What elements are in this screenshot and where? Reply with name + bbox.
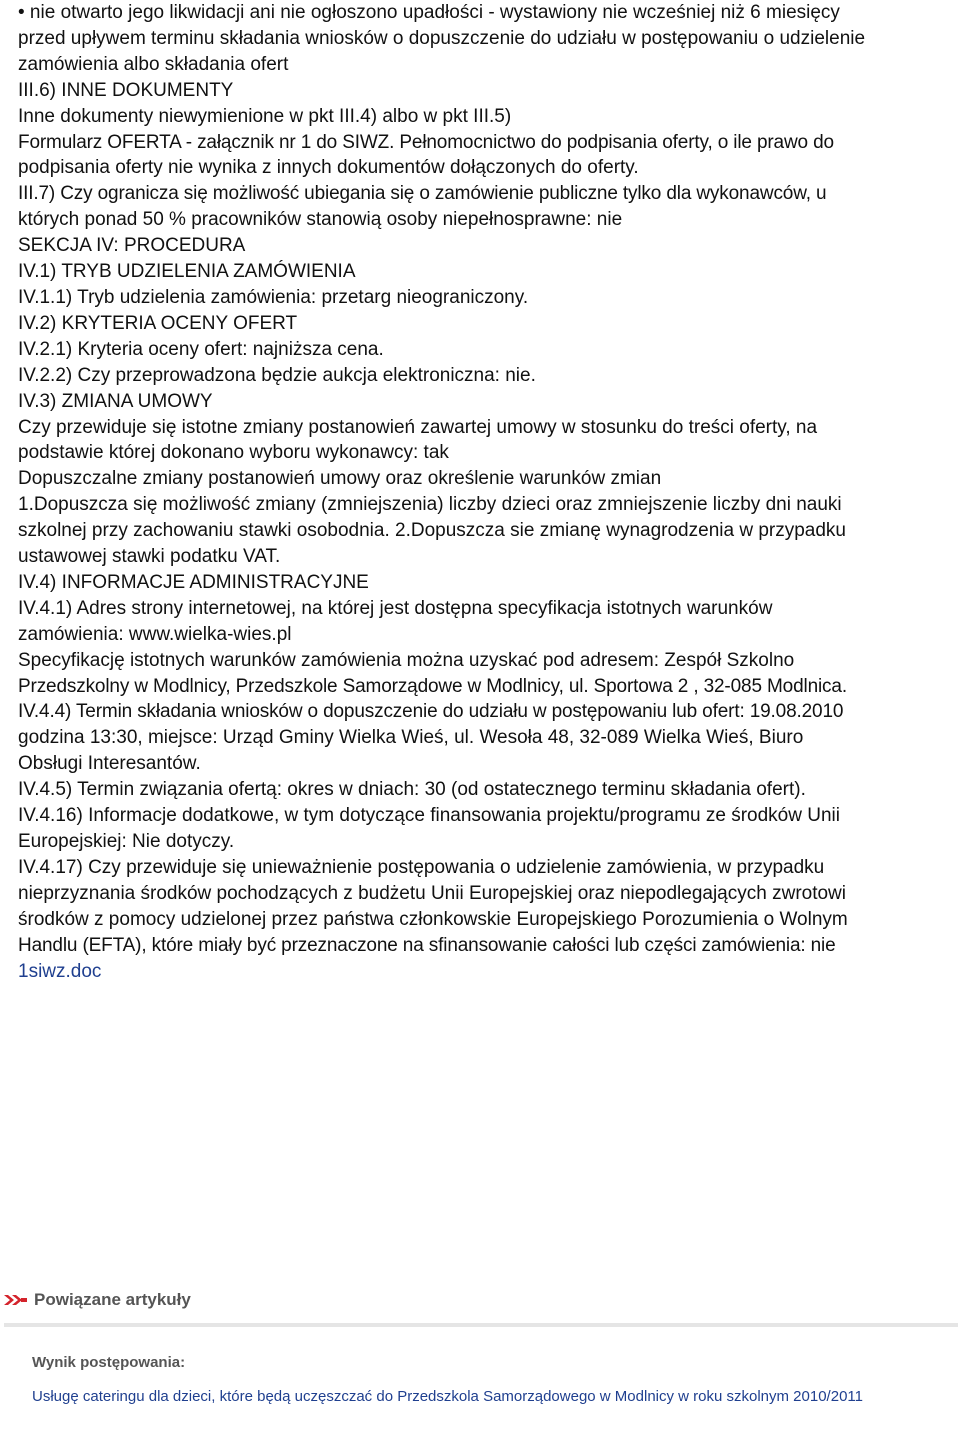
text-line: godzina 13:30, miejsce: Urząd Gminy Wielka Wieś, ul. Wesoła 48, 32-089 Wielka Wieś, Biuro — [18, 727, 804, 749]
text-line: których ponad 50 % pracowników stanowią osoby niepełnosprawne: nie — [18, 209, 623, 231]
text-line: IV.4.5) Termin związania ofertą: okres w dniach: 30 (od ostatecznego terminu składania ofert). — [18, 779, 806, 801]
text-line: podstawie której dokonano wyboru wykonawcy: tak — [18, 442, 449, 464]
text-line: zamówienia albo składania ofert — [18, 53, 289, 75]
section-heading: IV.2) KRYTERIA OCENY OFERT — [18, 312, 298, 334]
text-line: • nie otwarto jego likwidacji ani nie ogłoszono upadłości - wystawiony nie wcześniej niż 6 miesięcy — [18, 2, 840, 23]
section-heading: IV.4) INFORMACJE ADMINISTRACYJNE — [18, 571, 369, 593]
text-line: 1.Dopuszcza się możliwość zmiany (zmniejszenia) liczby dzieci oraz zmniejszenie liczby dni nauki — [18, 494, 842, 516]
text-line: Czy przewiduje się istotne zmiany postanowień zawartej umowy w stosunku do treści oferty, na — [18, 416, 818, 438]
text-line: szkolnej przy zachowaniu stawki osobodnia. 2.Dopuszcza sie zmianę wynagrodzenia w przypadku — [18, 520, 846, 542]
text-line: Europejskiej: Nie dotyczy. — [18, 831, 235, 852]
text-line: IV.1.1) Tryb udzielenia zamówienia: przetarg nieograniczony. — [18, 286, 529, 308]
text-line: przed upływem terminu składania wniosków o dopuszczenie do udziału w postępowaniu o udzielenie — [18, 27, 866, 49]
text-line: Obsługi Interesantów. — [18, 753, 201, 775]
text-line: podpisania oferty nie wynika z innych dokumentów dołączonych do oferty. — [18, 157, 639, 179]
text-line: Inne dokumenty niewymienione w pkt III.4) albo w pkt III.5) — [18, 105, 512, 127]
section-heading: SEKCJA IV: PROCEDURA — [18, 235, 246, 257]
result-link[interactable]: Usługę cateringu dla dzieci, które będą uczęszczać do Przedszkola Samorządowego w Modlnicy w roku szkolnym 2010/2011 — [32, 1388, 863, 1405]
text-line: IV.2.2) Czy przeprowadzona będzie aukcja elektroniczna: nie. — [18, 364, 536, 386]
text-line: IV.4.17) Czy przewiduje się unieważnienie postępowania o udzielenie zamówienia, w przypadku — [18, 856, 825, 878]
text-line: zamówienia: www.wielka-wies.pl — [18, 623, 292, 645]
related-articles-header — [0, 1286, 960, 1314]
text-line: IV.4.4) Termin składania wniosków o dopuszczenie do udziału w postępowaniu lub ofert: 19.08.2010 — [18, 701, 844, 723]
text-line: IV.2.1) Kryteria oceny ofert: najniższa cena. — [18, 338, 384, 360]
double-chevron-right-icon — [4, 1293, 28, 1307]
related-articles-title: Powiązane artykuły — [34, 1290, 191, 1309]
result-label: Wynik postępowania: — [32, 1354, 186, 1371]
text-line: Specyfikację istotnych warunków zamówienia można uzyskać pod adresem: Zespół Szkolno — [18, 649, 795, 671]
text-line: środków z pomocy udzielonej przez państwa członkowskie Europejskiego Porozumienia o Wolnym — [18, 908, 848, 930]
text-line: Handlu (EFTA), które miały być przeznaczone na sfinansowanie całości lub części zamówienia: nie — [18, 934, 836, 956]
text-line: ustawowej stawki podatku VAT. — [18, 546, 281, 568]
text-line: nieprzyznania środków pochodzących z budżetu Unii Europejskiej oraz niepodlegających zwrotowi — [18, 882, 847, 904]
attachment-link[interactable]: 1siwz.doc — [18, 960, 102, 982]
section-heading: IV.3) ZMIANA UMOWY — [18, 390, 213, 412]
section-heading: III.6) INNE DOKUMENTY — [18, 79, 234, 101]
text-line: IV.4.1) Adres strony internetowej, na której jest dostępna specyfikacja istotnych warunków — [18, 597, 773, 619]
text-line: Formularz OFERTA - załącznik nr 1 do SIWZ. Pełnomocnictwo do podpisania oferty, o ile prawo do — [18, 131, 834, 153]
related-articles-section — [0, 1286, 960, 1405]
text-line: III.7) Czy ogranicza się możliwość ubiegania się o zamówienie publiczne tylko dla wykonawców, u — [18, 183, 827, 205]
document-body — [18, 0, 958, 984]
text-line: IV.4.16) Informacje dodatkowe, w tym dotyczące finansowania projektu/programu ze środków Unii — [18, 805, 840, 827]
section-divider — [4, 1323, 958, 1327]
section-heading: IV.1) TRYB UDZIELENIA ZAMÓWIENIA — [18, 261, 356, 283]
text-line: Przedszkolny w Modlnicy, Przedszkole Samorządowe w Modlnicy, ul. Sportowa 2 , 32-085 Modlnica. — [18, 675, 847, 697]
text-line: Dopuszczalne zmiany postanowień umowy oraz określenie warunków zmian — [18, 468, 662, 490]
